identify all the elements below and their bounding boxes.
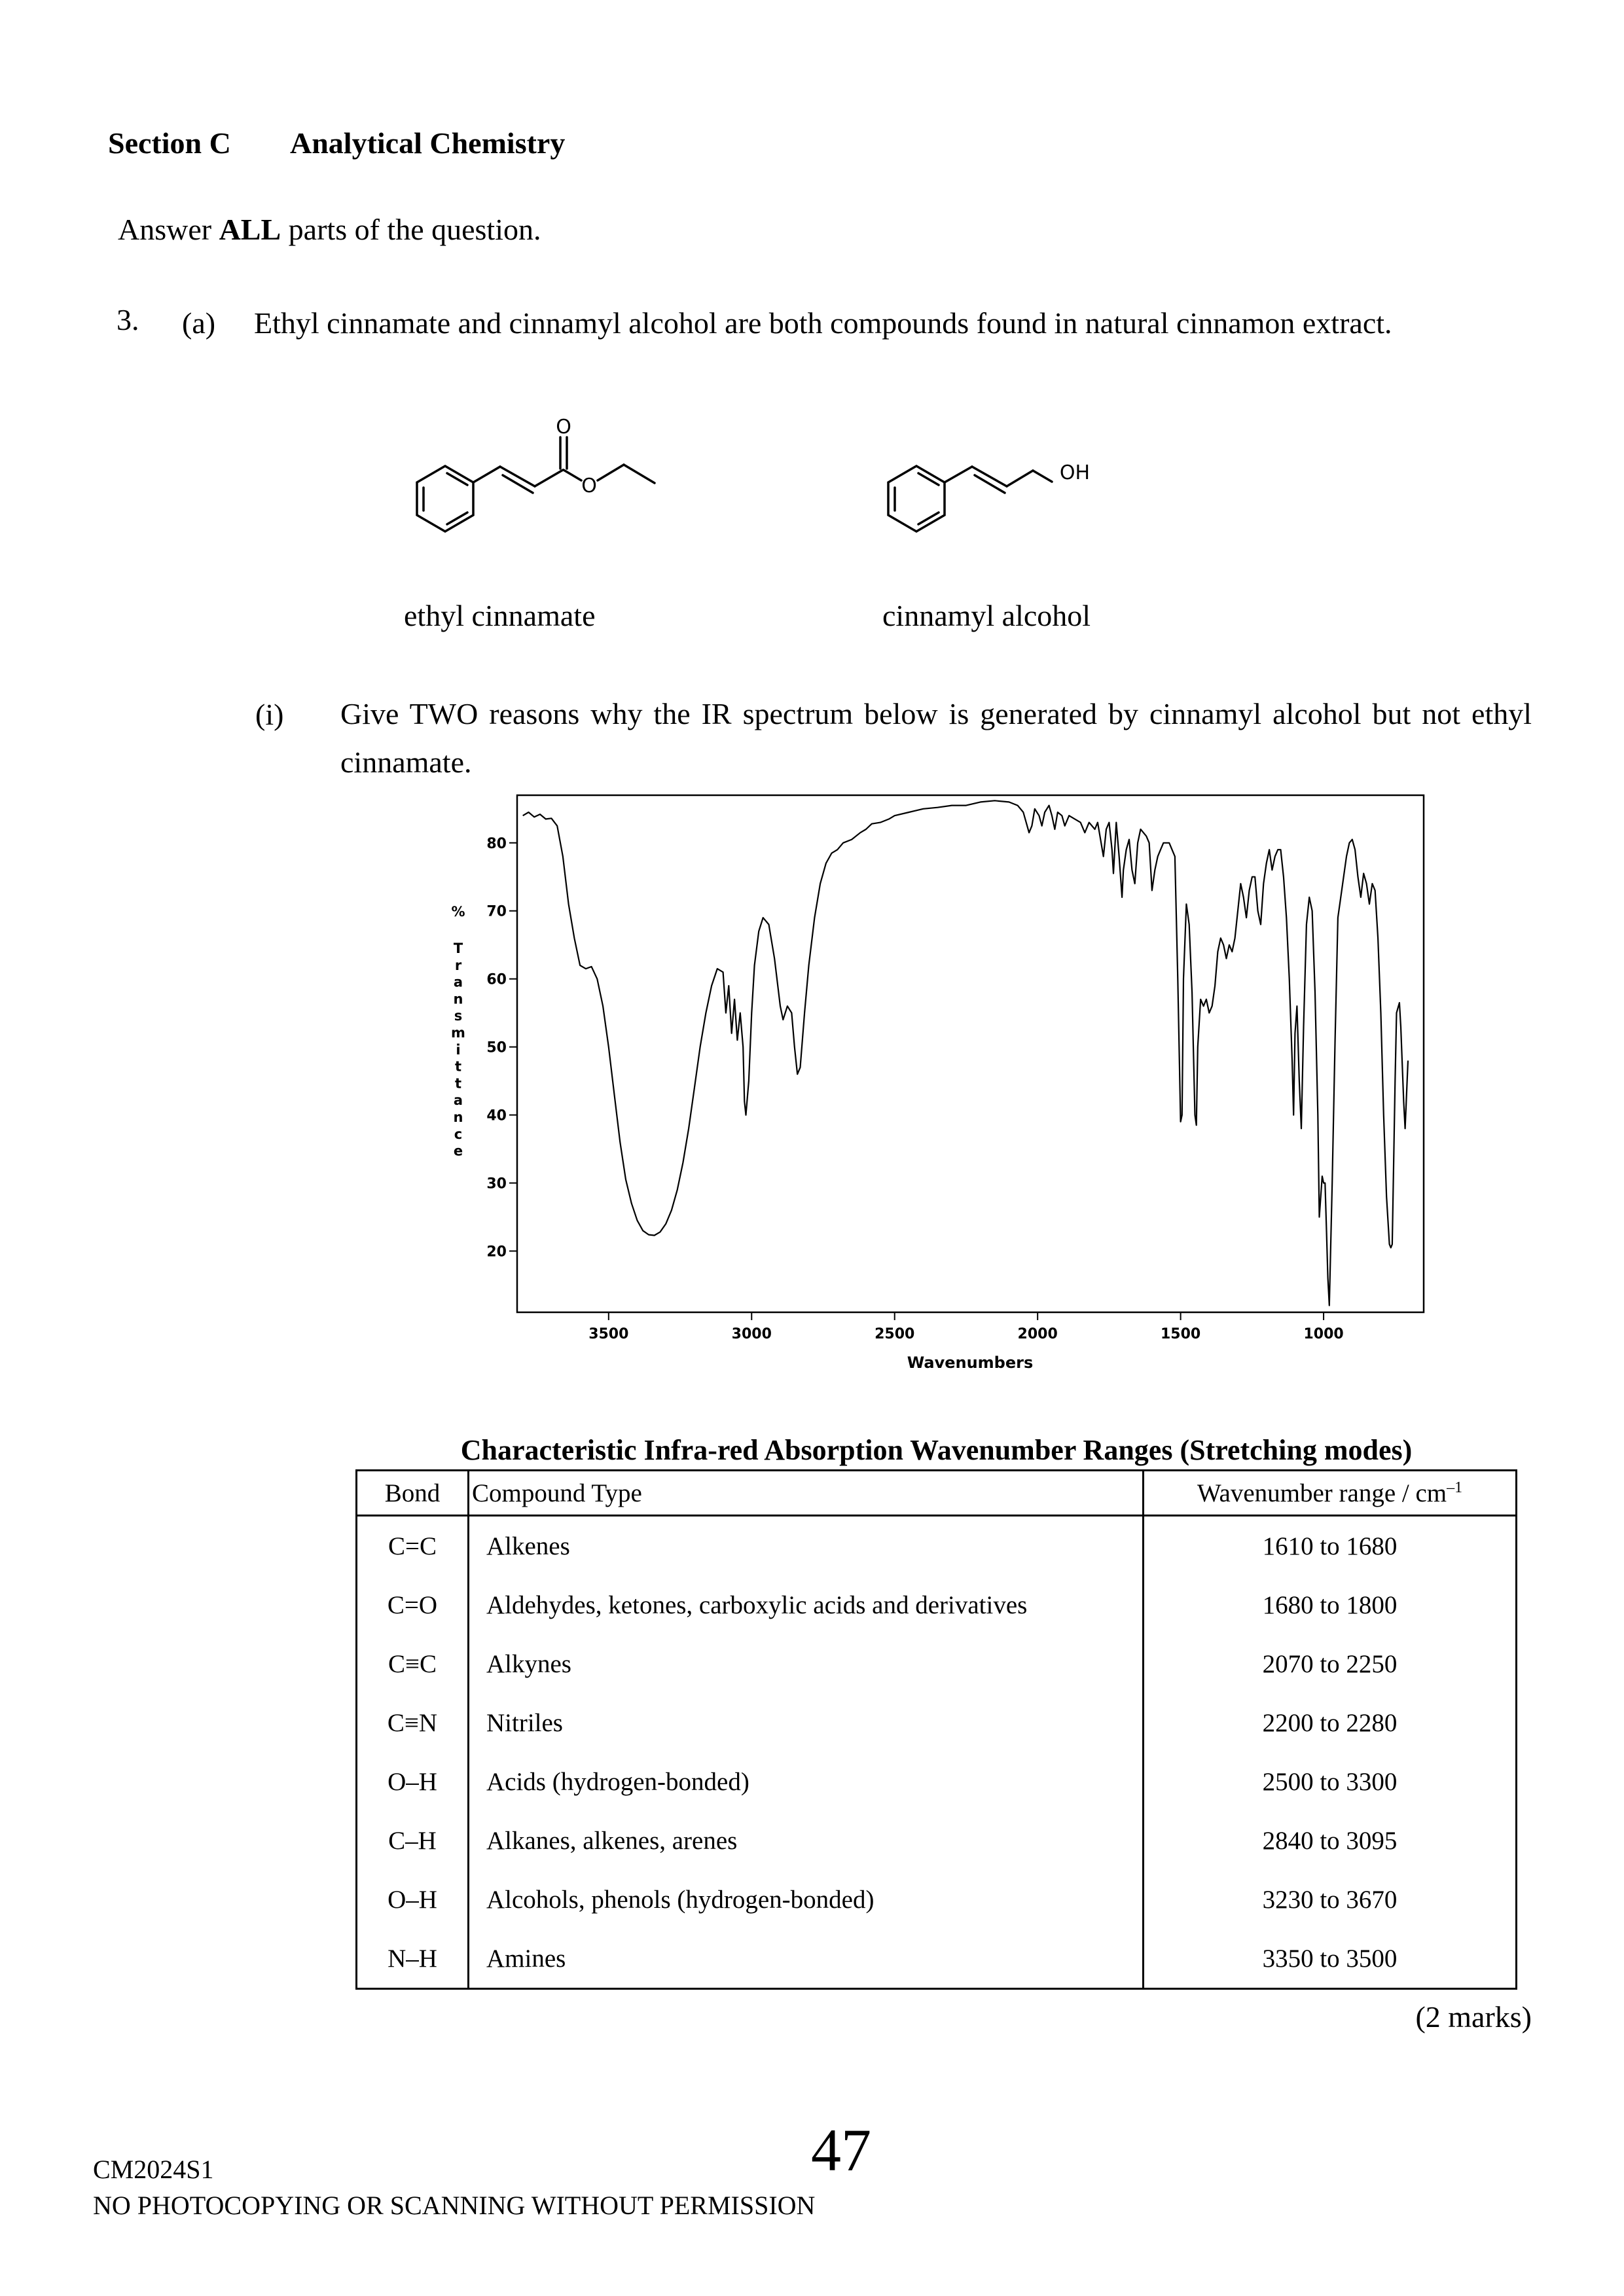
ester-oxygen-label: O — [581, 475, 597, 497]
cell-wavenumber-range: 1680 to 1800 — [1144, 1575, 1517, 1634]
x-tick-label: 2500 — [875, 1326, 915, 1342]
cell-wavenumber-range: 2070 to 2250 — [1144, 1634, 1517, 1693]
y-axis-label-text: % T r a n s m i t t a n c e — [451, 904, 465, 1159]
section-title: Analytical Chemistry — [290, 126, 566, 160]
cell-wavenumber-range: 2200 to 2280 — [1144, 1693, 1517, 1752]
subpart-text: Give TWO reasons why the IR spectrum below is generated by cinnamyl alcohol but not ethyl cinnamate. — [340, 697, 1532, 779]
cell-bond: C≡N — [357, 1693, 469, 1752]
table-row — [357, 1516, 1517, 1576]
cell-compound-type: Alkanes, alkenes, arenes — [469, 1811, 1144, 1870]
table-row — [357, 1929, 1517, 1989]
y-tick-label: 80 — [486, 835, 507, 852]
header-range-unit: –1 — [1447, 1479, 1463, 1496]
footer-notice: NO PHOTOCOPYING OR SCANNING WITHOUT PERMISSION — [93, 2191, 816, 2220]
cell-bond: N–H — [357, 1929, 469, 1989]
instruction — [118, 211, 541, 249]
instruction-emphasis: ALL — [219, 213, 281, 246]
table-header-row — [357, 1471, 1517, 1516]
subpart-label: (i) — [255, 698, 284, 731]
table-row — [357, 1575, 1517, 1634]
x-tick-label: 3000 — [731, 1326, 772, 1342]
cell-bond: O–H — [357, 1870, 469, 1929]
x-axis-label: Wavenumbers — [907, 1354, 1034, 1372]
cinnamyl-alcohol-structure — [864, 406, 1152, 563]
page-number: 47 — [811, 2117, 871, 2183]
x-tick-label: 1000 — [1303, 1326, 1344, 1342]
instruction-suffix: parts of the question. — [281, 213, 541, 246]
header-wavenumber-range — [1144, 1471, 1517, 1516]
cell-wavenumber-range: 2500 to 3300 — [1144, 1752, 1517, 1811]
carbonyl-oxygen-label: O — [556, 416, 571, 439]
series-line-ir-spectrum — [523, 800, 1408, 1305]
cell-wavenumber-range: 3350 to 3500 — [1144, 1929, 1517, 1989]
x-tick-label: 1500 — [1161, 1326, 1201, 1342]
header-compound-type: Compound Type — [469, 1471, 1144, 1516]
cinnamyl-alcohol-name: cinnamyl alcohol — [882, 599, 1091, 632]
cell-compound-type: Alcohols, phenols (hydrogen-bonded) — [469, 1870, 1144, 1929]
y-tick-label: 50 — [486, 1039, 507, 1056]
cell-bond: O–H — [357, 1752, 469, 1811]
marks: (2 marks) — [1415, 2000, 1532, 2034]
header-bond: Bond — [357, 1471, 469, 1516]
cell-compound-type: Acids (hydrogen-bonded) — [469, 1752, 1144, 1811]
question-text: Ethyl cinnamate and cinnamyl alcohol are both compounds found in natural cinnamon extract. — [254, 306, 1392, 340]
table-row — [357, 1811, 1517, 1870]
cell-wavenumber-range: 2840 to 3095 — [1144, 1811, 1517, 1870]
hydroxyl-label: OH — [1059, 461, 1091, 484]
cell-compound-type: Nitriles — [469, 1693, 1144, 1752]
y-tick-label: 70 — [486, 903, 507, 920]
y-tick-label: 20 — [486, 1244, 507, 1261]
footer-code: CM2024S1 — [93, 2155, 214, 2184]
cell-bond: C=O — [357, 1575, 469, 1634]
cell-wavenumber-range: 3230 to 3670 — [1144, 1870, 1517, 1929]
y-tick-label: 30 — [486, 1175, 507, 1193]
section-label: Section C — [108, 126, 231, 160]
instruction-prefix: Answer — [118, 213, 219, 246]
y-tick-label: 60 — [486, 971, 507, 988]
table-row — [357, 1752, 1517, 1811]
table-row — [357, 1693, 1517, 1752]
table-row — [357, 1870, 1517, 1929]
y-axis-label — [451, 904, 465, 1159]
cell-bond: C=C — [357, 1516, 469, 1576]
cell-compound-type: Aldehydes, ketones, carboxylic acids and derivatives — [469, 1575, 1144, 1634]
cell-wavenumber-range: 1610 to 1680 — [1144, 1516, 1517, 1576]
question-number: 3. — [117, 303, 139, 336]
cell-compound-type: Alkynes — [469, 1634, 1144, 1693]
question-part: (a) — [182, 306, 216, 340]
x-tick-label: 3500 — [588, 1326, 629, 1342]
header-range-text: Wavenumber range / cm — [1197, 1479, 1447, 1507]
x-tick-label: 2000 — [1017, 1326, 1058, 1342]
ethyl-cinnamate-structure — [393, 406, 733, 563]
cell-compound-type: Alkenes — [469, 1516, 1144, 1576]
cell-compound-type: Amines — [469, 1929, 1144, 1989]
y-tick-label: 40 — [486, 1107, 507, 1124]
table-caption: Characteristic Infra-red Absorption Wavenumber Ranges (Stretching modes) — [460, 1434, 1413, 1466]
ir-absorption-table — [355, 1469, 1517, 1990]
ethyl-cinnamate-name: ethyl cinnamate — [404, 599, 596, 632]
cell-bond: C≡C — [357, 1634, 469, 1693]
ir-spectrum-chart — [419, 785, 1440, 1388]
table-row — [357, 1634, 1517, 1693]
cell-bond: C–H — [357, 1811, 469, 1870]
